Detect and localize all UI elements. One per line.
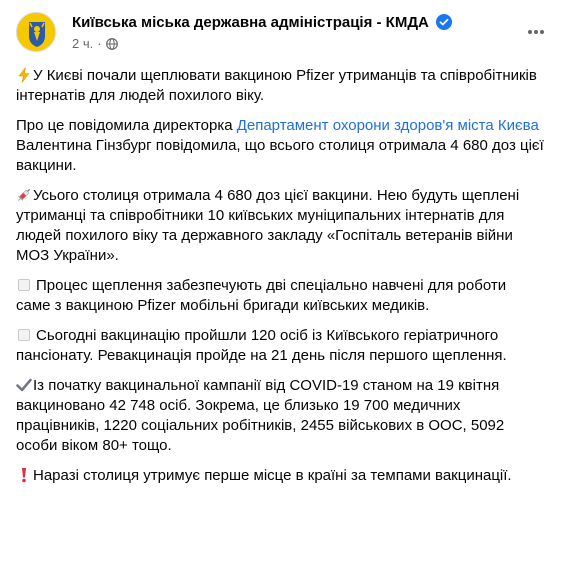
paragraph-7-text: Наразі столиця утримує перше місце в країні за темпами вакцинації. [33,467,512,484]
coat-of-arms-icon [17,13,56,52]
paragraph-2-before: Про це повідомила директорка [16,117,237,134]
paragraph-7 [16,466,544,486]
paragraph-6-text: Із початку вакцинальної кампанії від COVID-19 станом на 19 квітня вакциновано 42 748 осіб. Зокрема, це близько 19 700 медичних працівників, 1220 соціальних робітників, 2455 військових в ООС, 5092 особи віком 80+ тощо. [16,377,505,454]
post-header [16,12,546,56]
paragraph-1-text: У Києві почали щеплювати вакциною Pfizer утриманців та співробітників інтернатів для людей похилого віку. [16,67,537,104]
meta-separator: · [97,36,102,51]
verified-badge-icon [436,14,452,30]
placeholder-square-icon [18,279,30,291]
lightning-icon [16,67,32,83]
paragraph-1 [16,66,544,106]
page-avatar[interactable] [16,12,56,52]
check-mark-icon [16,377,32,393]
exclamation-icon [16,467,32,483]
department-link[interactable]: Департамент охорони здоров'я міста Києва [236,117,539,134]
more-options-icon[interactable] [526,22,546,42]
paragraph-6 [16,376,544,456]
globe-icon [106,38,118,50]
post-time[interactable]: 2 ч. [72,36,94,51]
paragraph-3-text: Усього столиця отримала 4 680 доз цієї вакцини. Нею будуть щеплені утриманці та співробітники 10 київських муніципальних інтернатів для людей похилого віку та державного закладу «Госпіталь ветеранів війни МОЗ України». [16,187,520,264]
page-name-text[interactable]: Київська міська державна адміністрація - КМДА [72,14,429,31]
paragraph-5-text: Сьогодні вакцинацію пройшли 120 осіб із Київського геріатричного пансіонату. Ревакцинація пройде на 21 день після першого щеплення. [16,327,507,364]
post-content [16,66,544,496]
paragraph-4-text: Процес щеплення забезпечують дві спеціально навчені для роботи саме з вакциною Pfizer мобільні бригади київських медиків. [16,277,507,314]
page-name[interactable] [72,13,452,33]
paragraph-2-after: Валентина Гінзбург повідомила, що всього столиця отримала 4 680 доз цієї вакцини. [16,137,544,174]
syringe-icon [16,187,32,203]
paragraph-4 [16,276,544,316]
paragraph-3 [16,186,544,266]
paragraph-2 [16,116,544,176]
placeholder-square-icon [18,329,30,341]
post-meta [72,36,118,52]
paragraph-5 [16,326,544,366]
